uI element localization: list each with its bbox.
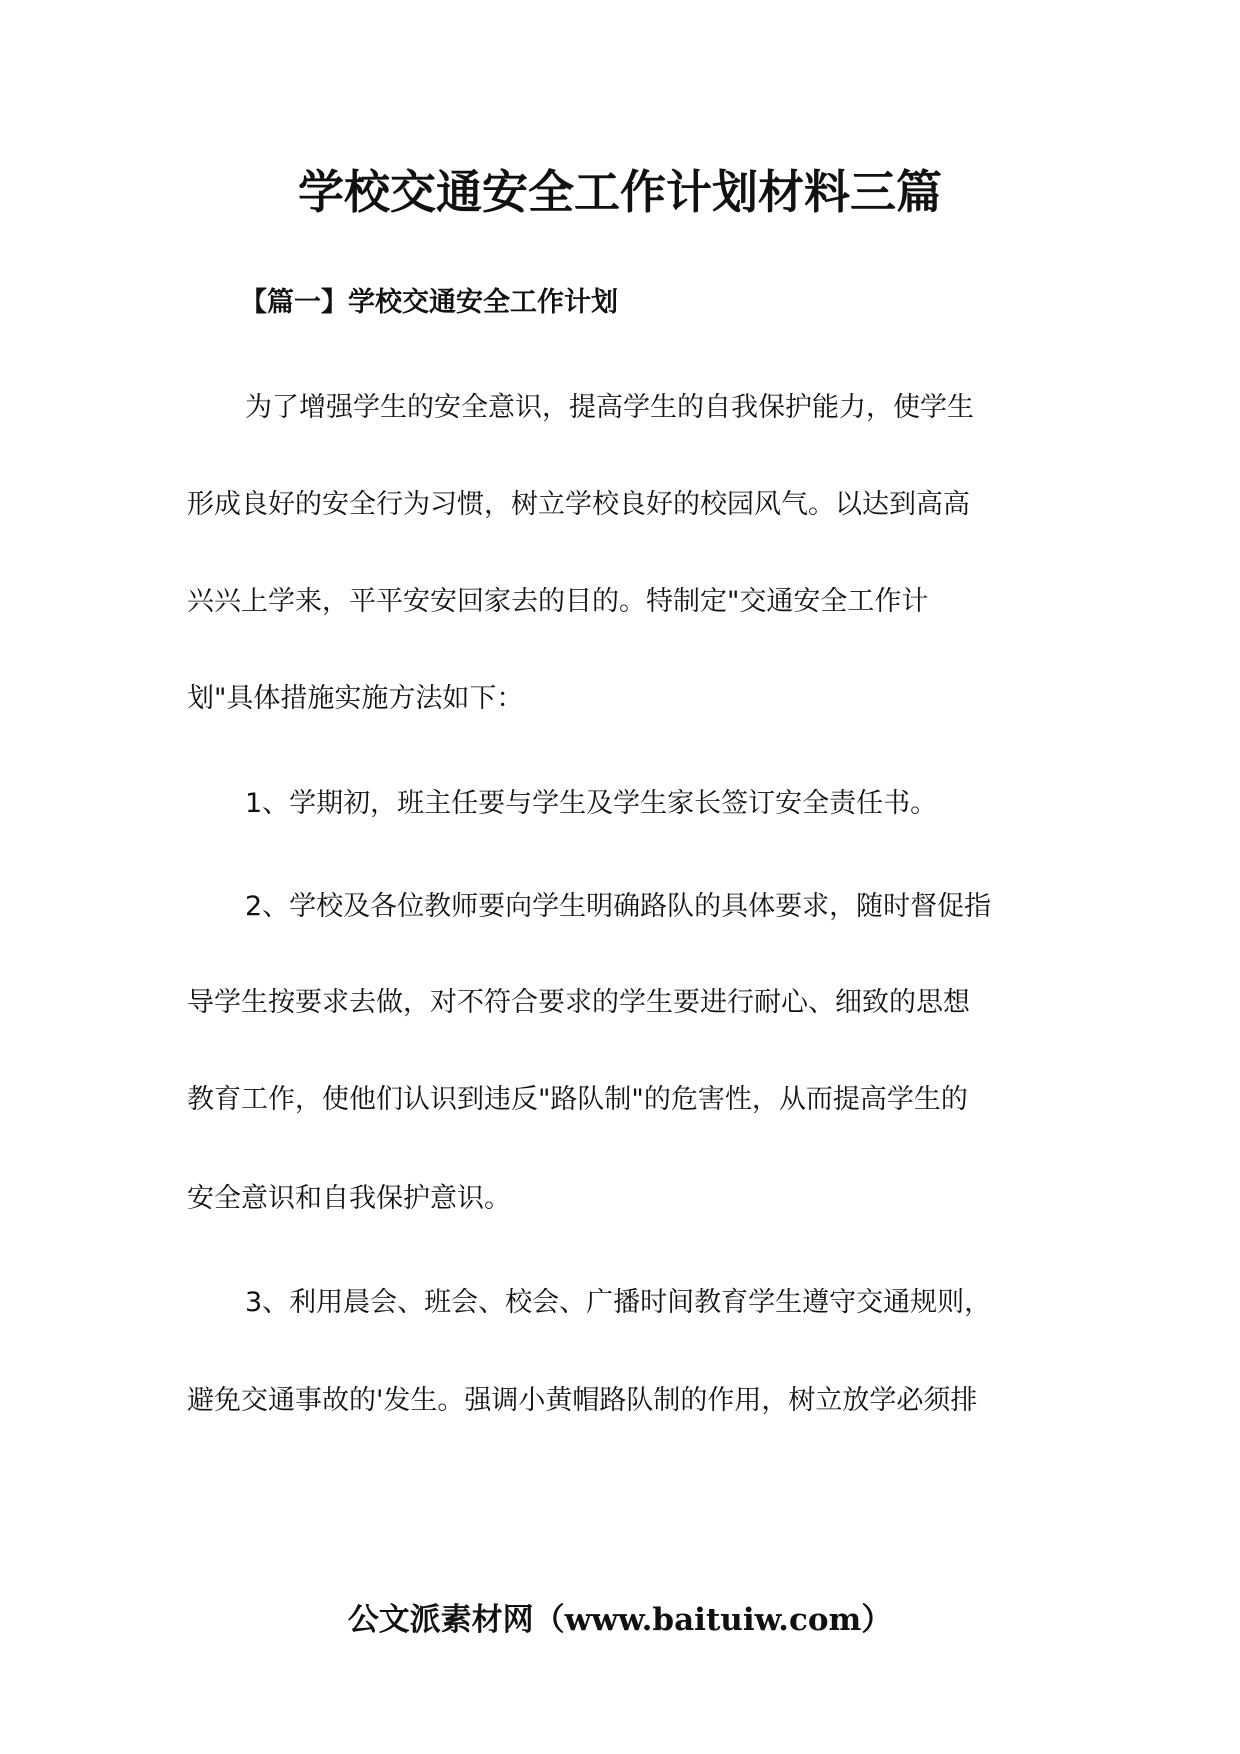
paragraph-line: 兴兴上学来，平平安安回家去的目的。特制定"交通安全工作计	[187, 586, 929, 617]
list-item: 1、学期初，班主任要与学生及学生家长签订安全责任书。	[245, 788, 938, 819]
list-item: 3、利用晨会、班会、校会、广播时间教育学生遵守交通规则，	[245, 1287, 992, 1318]
section-heading: 【篇一】学校交通安全工作计划	[240, 287, 618, 318]
document-title: 学校交通安全工作计划材料三篇	[298, 165, 942, 219]
paragraph-line: 划"具体措施实施方法如下：	[187, 683, 524, 714]
paragraph-line: 教育工作，使他们认识到违反"路队制"的危害性，从而提高学生的	[187, 1084, 968, 1115]
list-item: 2、学校及各位教师要向学生明确路队的具体要求，随时督促指	[245, 891, 992, 922]
paragraph-line: 为了增强学生的安全意识，提高学生的自我保护能力，使学生	[245, 392, 974, 423]
paragraph-line: 安全意识和自我保护意识。	[187, 1183, 511, 1214]
paragraph-line: 形成良好的安全行为习惯，树立学校良好的校园风气。以达到高高	[187, 489, 970, 520]
paragraph-line: 导学生按要求去做，对不符合要求的学生要进行耐心、细致的思想	[187, 987, 970, 1018]
paragraph-line: 避免交通事故的'发生。强调小黄帽路队制的作用，树立放学必须排	[187, 1385, 978, 1416]
footer-source: 公文派素材网（www.baituiw.com）	[347, 1602, 893, 1638]
